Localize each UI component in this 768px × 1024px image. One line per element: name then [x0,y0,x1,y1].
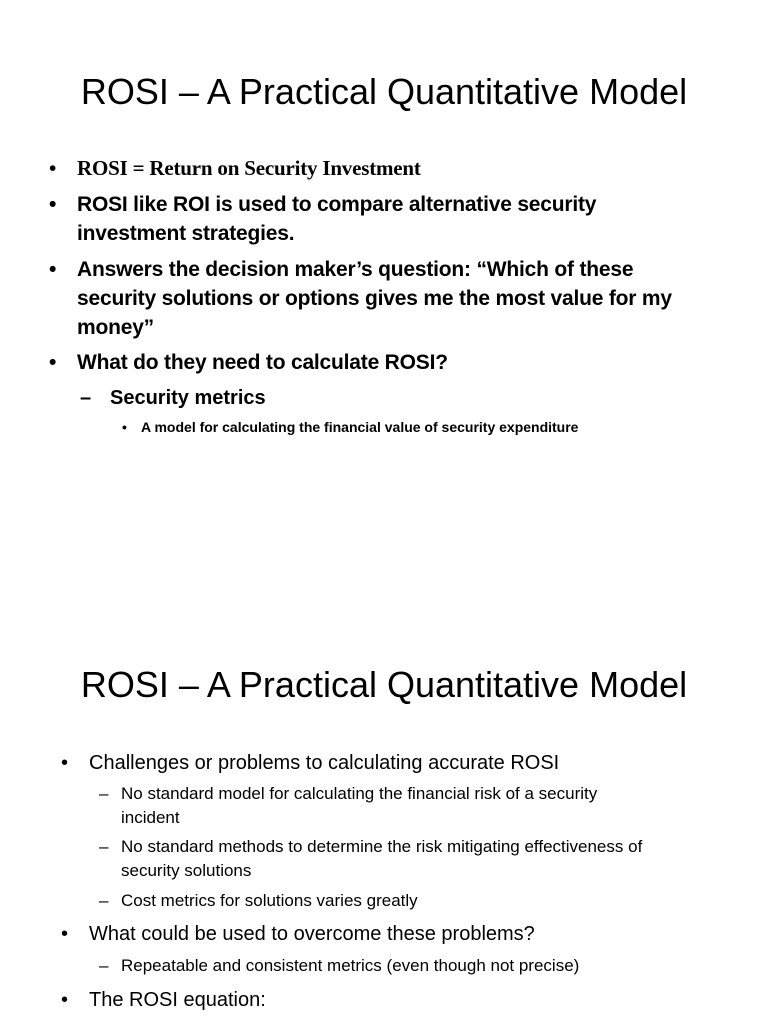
sub-bullet-item [99,782,598,806]
sub-sub-bullet-text: A model for calculating the financial value of security expenditure [141,419,579,435]
sub-bullet-continuation: incident [121,808,180,827]
sub-bullet-item [99,889,418,913]
dash-icon: – [99,784,109,803]
sub-bullet-text: Cost metrics for solutions varies greatly [121,891,418,910]
bullet-icon: • [49,258,57,281]
bullet-item [49,255,634,284]
bullet-text: What do they need to calculate ROSI? [77,351,448,374]
slide-title: ROSI – A Practical Quantitative Model [80,664,688,705]
bullet-icon: • [49,193,57,216]
slide-title: ROSI – A Practical Quantitative Model [80,71,688,112]
bullet-item [61,986,266,1014]
sub-bullet-text: Repeatable and consistent metrics (even though not precise) [121,956,580,975]
bullet-icon: • [61,752,69,774]
bullet-continuation: investment strategies. [77,222,295,245]
bullet-continuation: security solutions or options gives me the most value for my [77,287,672,310]
sub-bullet-item [99,954,580,978]
sub-bullet-continuation: security solutions [121,861,252,880]
dash-icon: – [99,956,109,975]
bullet-text: What could be used to overcome these problems? [89,923,535,945]
sub-sub-bullet-item [122,418,579,436]
bullet-item [49,348,448,377]
sub-bullet-text: No standard methods to determine the risk mitigating effectiveness of [121,837,643,856]
dash-icon: – [99,891,109,910]
bullet-text: Challenges or problems to calculating accurate ROSI [89,752,560,774]
sub-bullet-item [99,835,643,859]
bullet-item [61,749,560,777]
dash-icon: – [99,837,109,856]
bullet-text: Answers the decision maker’s question: “Which of these [77,258,634,281]
sub-bullet-text: Security metrics [110,387,266,409]
sub-bullet-item [80,384,266,412]
bullet-icon: • [61,989,69,1011]
bullet-continuation: money” [77,316,154,339]
bullet-item [49,154,421,183]
bullet-icon: • [49,156,57,180]
bullet-item [49,190,597,219]
bullet-icon: • [122,419,127,435]
dash-icon: – [80,387,92,409]
slide-2 [0,512,768,1024]
bullet-text: ROSI = Return on Security Investment [77,156,421,180]
bullet-text: The ROSI equation: [89,989,266,1011]
bullet-item [61,920,535,948]
bullet-text: ROSI like ROI is used to compare alternative security [77,193,597,216]
bullet-icon: • [61,923,69,945]
sub-bullet-text: No standard model for calculating the financial risk of a security [121,784,598,803]
bullet-icon: • [49,351,57,374]
